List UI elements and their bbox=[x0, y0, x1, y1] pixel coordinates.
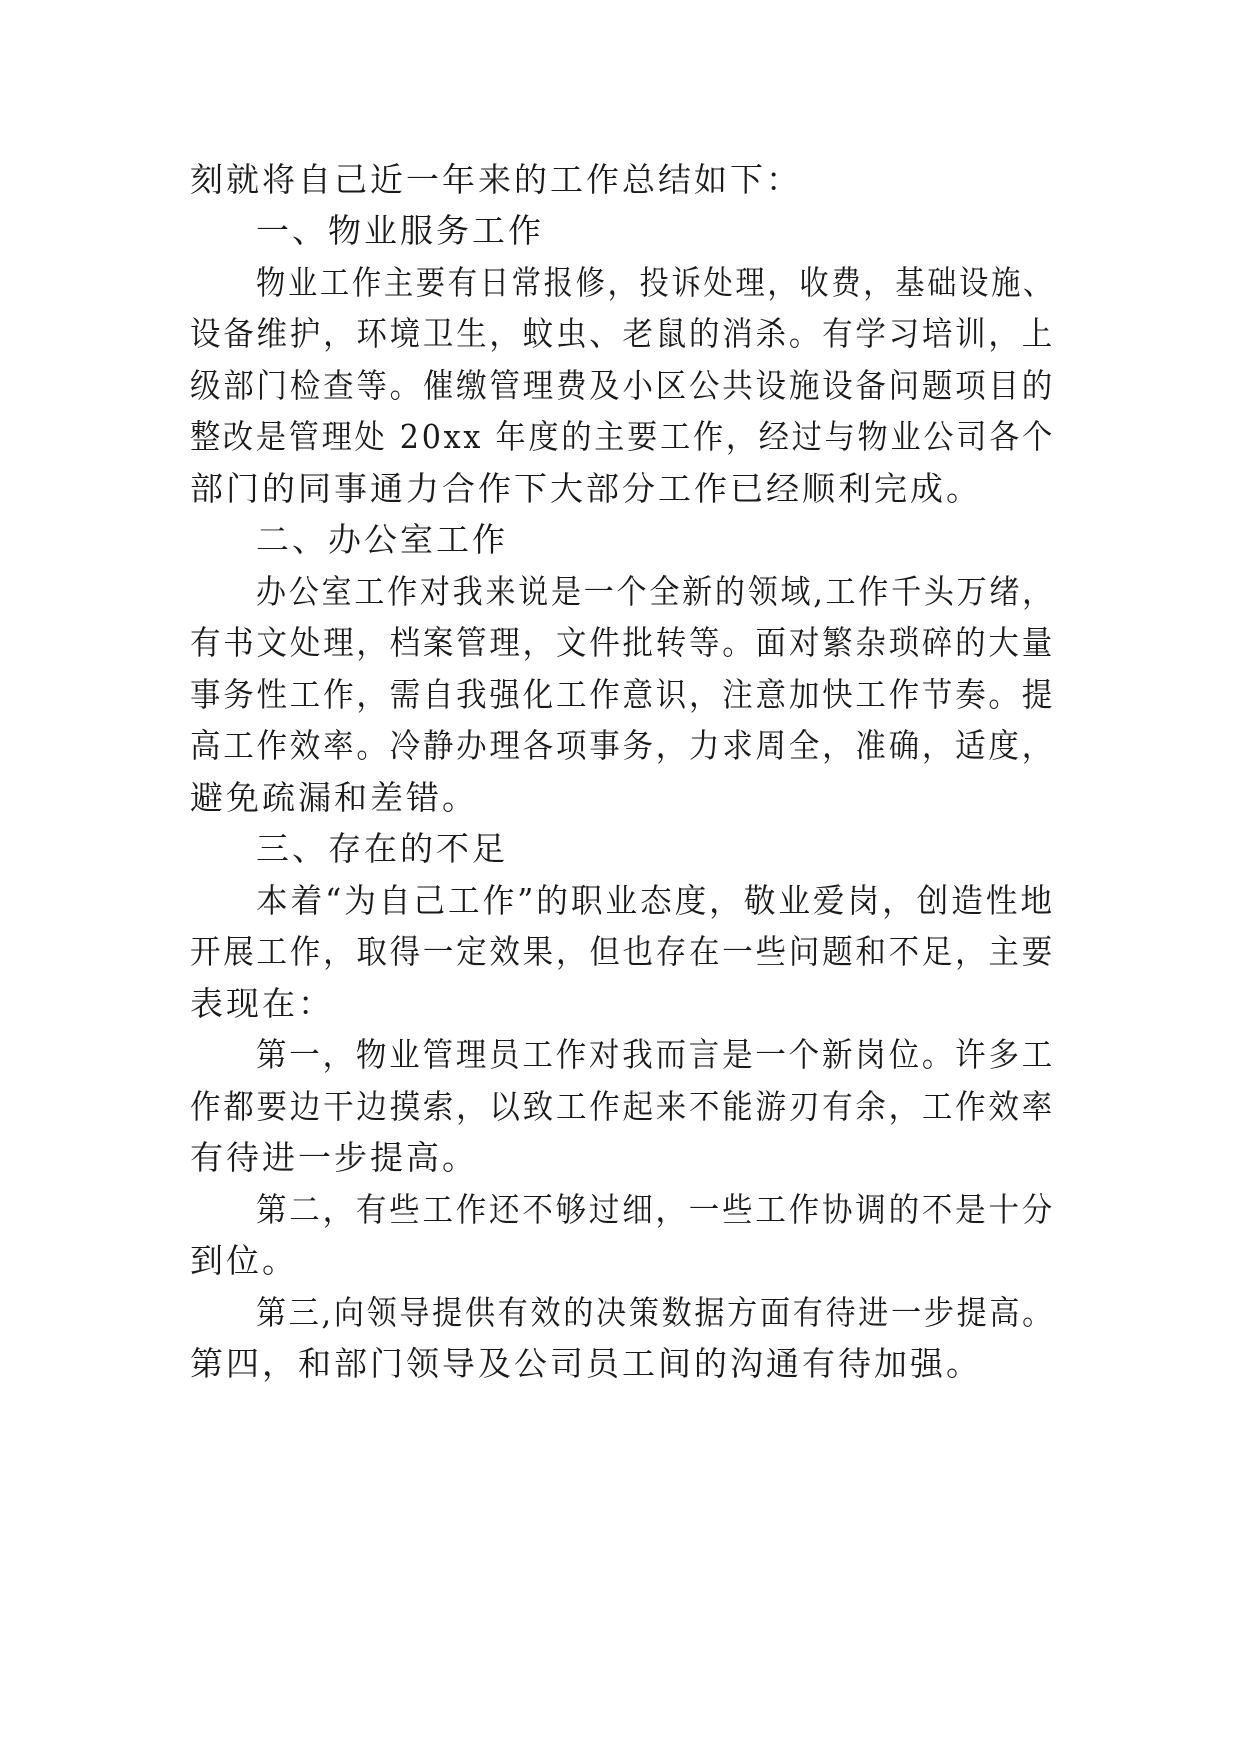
text-line: 有书文处理，档案管理，文件批转等。面对繁杂琐碎的大量 bbox=[190, 623, 1055, 662]
text-line: 级部门检查等。催缴管理费及小区公共设施设备问题项目的 bbox=[190, 366, 1055, 405]
text-line: 刻就将自己近一年来的工作总结如下： bbox=[190, 160, 802, 199]
text-line: 办公室工作对我来说是一个全新的领域,工作千头万绪， bbox=[256, 572, 1055, 611]
text-line: 第四，和部门领导及公司员工间的沟通有待加强。 bbox=[190, 1344, 982, 1383]
text-line: 有待进一步提高。 bbox=[190, 1138, 478, 1177]
text-line: 避免疏漏和差错。 bbox=[190, 778, 478, 817]
text-line: 第一，物业管理员工作对我而言是一个新岗位。许多工 bbox=[256, 1035, 1056, 1074]
text-line: 本着“为自己工作”的职业态度，敬业爱岗，创造性地 bbox=[256, 881, 1055, 920]
text-line: 事务性工作，需自我强化工作意识，注意加快工作节奏。提 bbox=[190, 675, 1055, 714]
text-line: 物业工作主要有日常报修，投诉处理，收费，基础设施、 bbox=[256, 263, 1056, 302]
text-line: 作都要边干边摸索，以致工作起来不能游刃有余，工作效率 bbox=[190, 1087, 1055, 1126]
text-line: 整改是管理处 20xx 年度的主要工作，经过与物业公司各个 bbox=[190, 417, 1056, 456]
text-line: 第二，有些工作还不够过细，一些工作协调的不是十分 bbox=[256, 1190, 1056, 1229]
section-heading: 二、办公室工作 bbox=[256, 520, 508, 559]
text-line: 部门的同事通力合作下大部分工作已经顺利完成。 bbox=[190, 469, 982, 508]
text-line: 第三,向领导提供有效的决策数据方面有待进一步提高。 bbox=[256, 1293, 1055, 1332]
section-heading: 一、物业服务工作 bbox=[256, 211, 544, 250]
text-line: 开展工作，取得一定效果，但也存在一些问题和不足，主要 bbox=[190, 932, 1055, 971]
text-line: 到位。 bbox=[190, 1241, 298, 1280]
text-line: 表现在： bbox=[190, 984, 334, 1023]
section-heading: 三、存在的不足 bbox=[256, 829, 508, 868]
text-line: 高工作效率。冷静办理各项事务，力求周全，准确，适度， bbox=[190, 726, 1055, 765]
text-line: 设备维护，环境卫生，蚊虫、老鼠的消杀。有学习培训，上 bbox=[190, 314, 1055, 353]
